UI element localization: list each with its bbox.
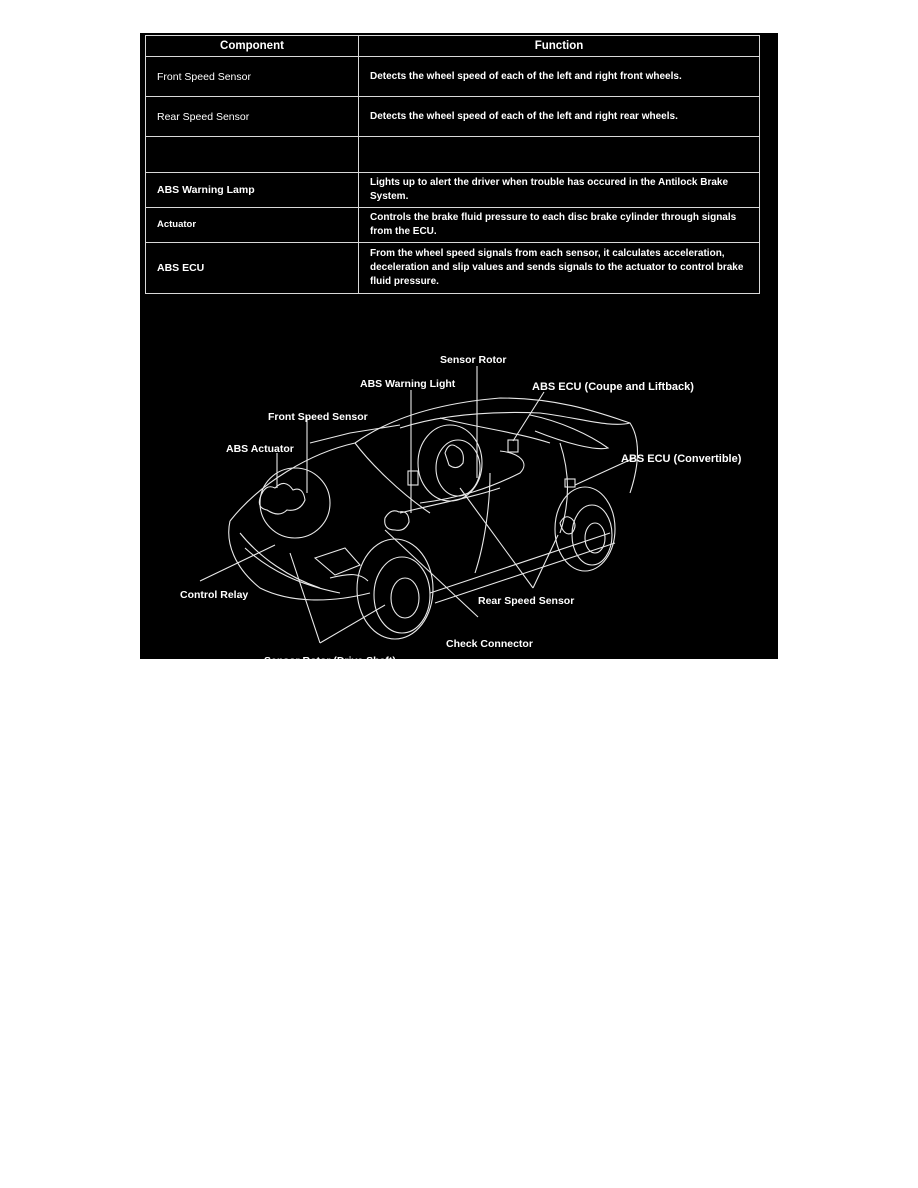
component-function-table bbox=[145, 35, 760, 294]
component-cell: Front Speed Sensor bbox=[146, 57, 359, 97]
function-cell: Detects the wheel speed of each of the left and right front wheels. bbox=[359, 57, 760, 97]
component-cell: ABS Warning Lamp bbox=[146, 173, 359, 208]
table-row-empty bbox=[146, 137, 760, 173]
component-cell: Rear Speed Sensor bbox=[146, 97, 359, 137]
label-abs-actuator: ABS Actuator bbox=[226, 443, 294, 455]
label-check-connector: Check Connector bbox=[446, 638, 533, 650]
function-cell bbox=[359, 137, 760, 173]
table-header-row bbox=[146, 36, 760, 57]
function-cell: Detects the wheel speed of each of the left and right rear wheels. bbox=[359, 97, 760, 137]
table-row bbox=[146, 97, 760, 137]
header-component: Component bbox=[146, 36, 359, 57]
table-row bbox=[146, 208, 760, 243]
header-function: Function bbox=[359, 36, 760, 57]
abs-component-location-diagram bbox=[140, 303, 778, 667]
component-cell bbox=[146, 137, 359, 173]
component-cell: ABS ECU bbox=[146, 243, 359, 294]
label-rear-speed-sensor: Rear Speed Sensor bbox=[478, 595, 575, 607]
function-cell: From the wheel speed signals from each sensor, it calculates acceleration, deceleration and slip values and sends signals to the actuator to control brake fluid pressure. bbox=[359, 243, 760, 294]
table-row bbox=[146, 173, 760, 208]
table-row bbox=[146, 57, 760, 97]
label-abs-ecu-convertible: ABS ECU (Convertible) bbox=[621, 453, 742, 465]
label-sensor-rotor-drive-shaft: Sensor Rotor (Drive Shaft) bbox=[264, 655, 396, 667]
table-row bbox=[146, 243, 760, 294]
label-abs-warning-light: ABS Warning Light bbox=[360, 378, 456, 390]
label-sensor-rotor: Sensor Rotor bbox=[440, 354, 507, 366]
function-cell: Controls the brake fluid pressure to each disc brake cylinder through signals from the ECU. bbox=[359, 208, 760, 243]
function-cell: Lights up to alert the driver when trouble has occured in the Antilock Brake System. bbox=[359, 173, 760, 208]
label-front-speed-sensor: Front Speed Sensor bbox=[268, 411, 368, 423]
label-abs-ecu-coupe-liftback: ABS ECU (Coupe and Liftback) bbox=[532, 381, 694, 393]
label-control-relay: Control Relay bbox=[180, 589, 249, 601]
document-page bbox=[140, 33, 778, 667]
component-cell: Actuator bbox=[146, 208, 359, 243]
